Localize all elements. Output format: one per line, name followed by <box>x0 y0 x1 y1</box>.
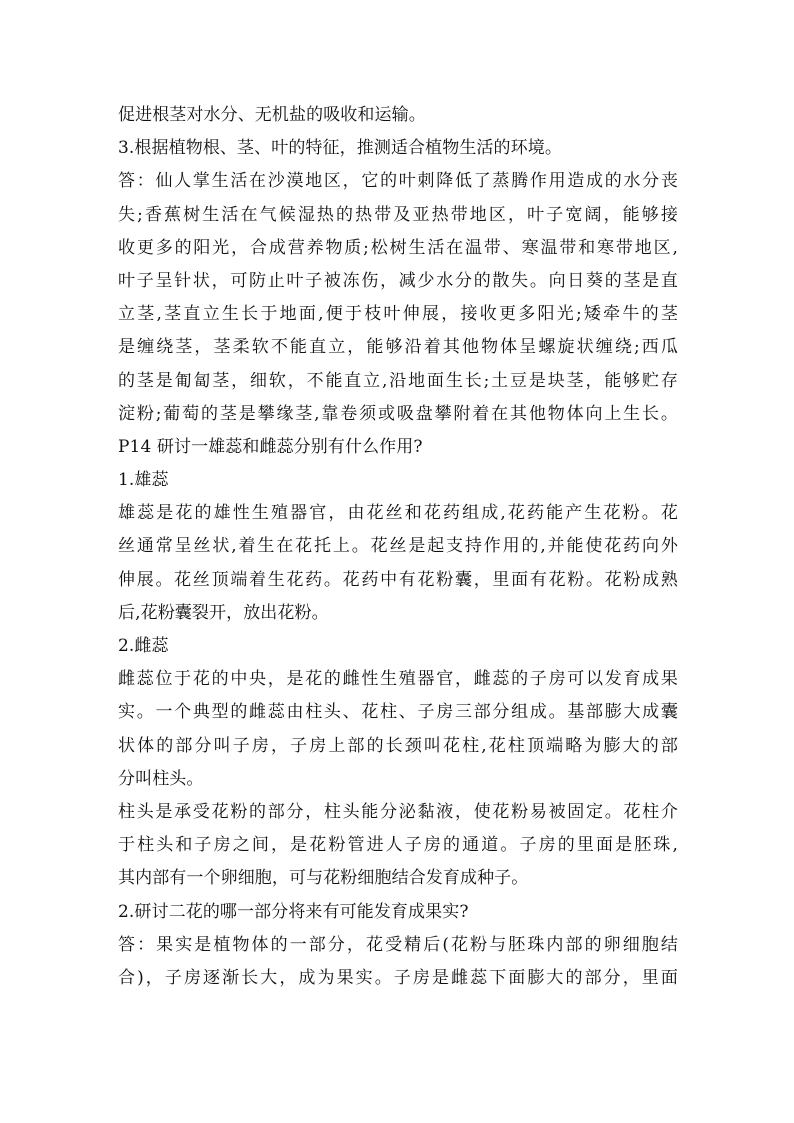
text-line: 分叫柱头。 <box>118 768 204 789</box>
text-line: 促进根茎对水分、无机盐的吸收和运输。 <box>118 105 426 125</box>
text-line: 收更多的阳光，合成营养物质;松树生活在温带、寒温带和寒带地区, <box>118 237 678 258</box>
text-line: 后,花粉囊裂开，放出花粉。 <box>118 602 329 623</box>
text-line: 伸展。花丝顶端着生花药。花药中有花粉囊，里面有花粉。花粉成熟 <box>118 569 678 590</box>
text-line: 合)，子房逐渐长大，成为果实。子房是雌蕊下面膨大的部分，里面 <box>118 967 678 988</box>
text-line: 是缠绕茎，茎柔软不能直立，能够沿着其他物体呈螺旋状缠绕;西瓜 <box>118 337 678 358</box>
text-line: 1.雄蕊 <box>118 470 169 491</box>
text-line: 2.雌蕊 <box>118 636 169 656</box>
text-line: 失;香蕉树生活在气候湿热的热带及亚热带地区，叶子宽阔，能够接 <box>118 204 678 225</box>
text-line: 3.根据植物根、茎、叶的特征，推测适合植物生活的环境。 <box>118 138 562 159</box>
text-line: 雄蕊是花的雄性生殖器官，由花丝和花药组成,花药能产生花粉。花 <box>118 503 678 524</box>
text-line: 其内部有一个卵细胞，可与花粉细胞结合发育成种子。 <box>118 868 529 889</box>
text-line: 淀粉;葡萄的茎是攀缘茎,靠卷须或吸盘攀附着在其他物体向上生长。 <box>118 403 678 424</box>
text-line: 答：果实是植物体的一部分，花受精后(花粉与胚珠内部的卵细胞结 <box>118 934 678 955</box>
text-line: 答：仙人掌生活在沙漠地区，它的叶刺降低了蒸腾作用造成的水分丧 <box>118 171 678 192</box>
text-line: 叶子呈针状，可防止叶子被冻伤，减少水分的散失。向日葵的茎是直 <box>118 270 678 291</box>
text-line: 丝通常呈丝状,着生在花托上。花丝是起支持作用的,并能使花药向外 <box>118 536 678 557</box>
text-line: 状体的部分叫子房，子房上部的长颈叫花柱,花柱顶端略为膨大的部 <box>118 735 678 756</box>
text-line: 2.研讨二花的哪一部分将来有可能发育成果实? <box>118 901 469 922</box>
document-body <box>118 99 678 995</box>
text-line: P14 研讨一雄蕊和雌蕊分别有什么作用? <box>118 436 423 457</box>
text-line: 于柱头和子房之间，是花粉管进人子房的通道。子房的里面是胚珠, <box>118 835 678 856</box>
text-line: 实。一个典型的雌蕊由柱头、花柱、子房三部分组成。基部膨大成囊 <box>118 702 678 723</box>
text-line: 柱头是承受花粉的部分，柱头能分泌黏液，使花粉易被固定。花柱介 <box>118 801 678 822</box>
text-line: 立茎,茎直立生长于地面,便于枝叶伸展，接收更多阳光;矮牵牛的茎 <box>118 304 678 325</box>
text-line: 的茎是匍匐茎，细软，不能直立,沿地面生长;土豆是块茎，能够贮存 <box>118 370 678 391</box>
text-line: 雌蕊位于花的中央，是花的雌性生殖器官，雌蕊的子房可以发育成果 <box>118 669 678 690</box>
